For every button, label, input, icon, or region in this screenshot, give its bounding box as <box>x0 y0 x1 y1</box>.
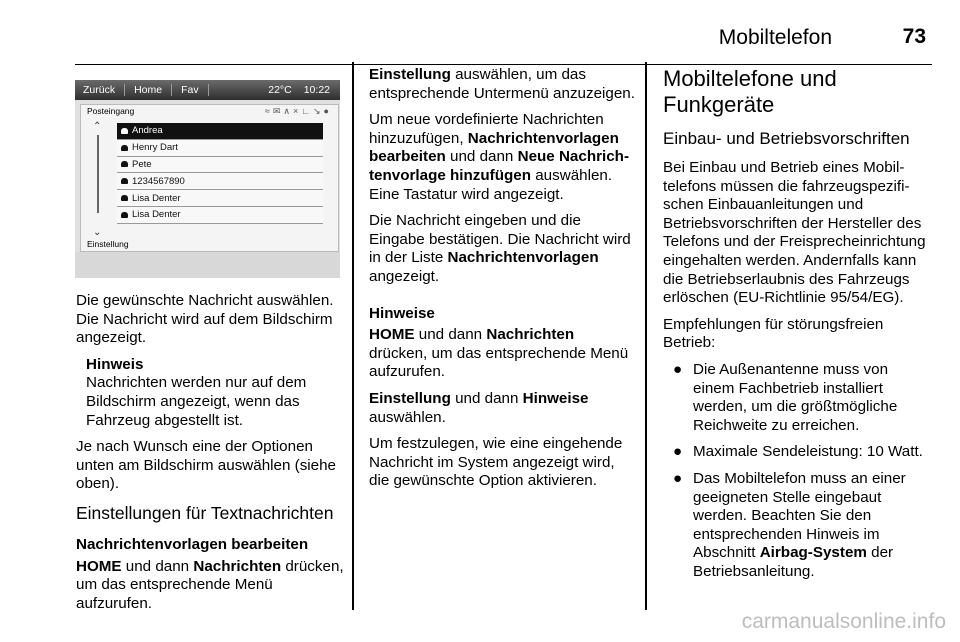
paragraph: Je nach Wunsch eine der Optionen unten am Bildschirm auswählen (siehe oben). <box>76 438 337 493</box>
column-divider-2 <box>645 62 647 610</box>
paragraph: HOME und dann Nachrichten drücken, um das entsprechende Menü aufzurufen. <box>76 557 344 612</box>
contact-row[interactable]: Henry Dart <box>117 140 323 157</box>
screen-bottom-area <box>75 252 340 278</box>
temperature-readout: 22°C <box>268 84 292 96</box>
paragraph: Die gewünschte Nachricht auswählen. Die Nachricht wird auf dem Bildschirm angezeigt. <box>76 292 334 347</box>
column-1 <box>76 292 344 621</box>
running-title: Mobiltelefon <box>718 26 832 49</box>
paragraph: Empfehlungen für störungsfreien Betrieb: <box>663 315 884 352</box>
list-item: ● Die Außenantenne muss von einem Fachbetrieb installiert werden, um die größtmögliche Reichweite zu erreichen. <box>673 360 898 434</box>
topbar-separator <box>124 84 125 96</box>
paragraph: Bei Einbau und Betrieb eines Mobiltelefons müssen die fahrzeugspezifischen Einbauanleitungen und Betriebsvorschriften der Hersteller des Telefons und der Freisprecheinrichtung eingehalten werden. Andernfalls kann die Betriebserlaubnis des Fahrzeugs erlöschen (EU-Richtlinie 95/54/EG). <box>663 159 926 307</box>
contact-icon <box>121 195 128 201</box>
paragraph: Um neue vordefinierte Nachrichten hinzuzufügen, Nachrichtenvorlagen bearbeiten und dann Neue Nachrichtenvorlage hinzufügen auswählen. Eine Tastatur wird angezeigt. <box>369 111 630 203</box>
column-2 <box>369 66 635 499</box>
scroll-track <box>97 135 99 213</box>
section-heading: Einbau- und Betriebsvorschriften <box>663 129 910 148</box>
watermark: carmanualsonline.info <box>741 610 946 633</box>
scroll-down-icon[interactable]: ⌄ <box>93 227 102 238</box>
contact-icon <box>121 212 128 218</box>
page-header <box>75 24 932 65</box>
inbox-label: Posteingang <box>87 106 135 116</box>
column-divider-1 <box>352 62 354 610</box>
contact-row[interactable]: Lisa Denter <box>117 190 323 207</box>
list-item: ● Maximale Sendeleistung: 10 Watt. <box>673 443 923 461</box>
status-icons: ≈✉∧×∟↘● <box>264 106 332 116</box>
scroll-up-icon[interactable]: ⌃ <box>93 121 102 132</box>
topbar-separator <box>208 84 209 96</box>
bullet-icon: ● <box>673 469 683 487</box>
list-item: ● Das Mobiltelefon muss an einer geeigneten Stelle eingebaut werden. Beachten Sie den entsprechenden Hinweis im Abschnitt Airbag-System der Betriebsanleitung. <box>673 469 906 580</box>
subsection-heading: Nachrichtenvorlagen bearbeiten <box>76 535 309 553</box>
section-heading: Einstellungen für Textnachrichten <box>76 502 334 523</box>
bullet-list <box>663 361 929 582</box>
home-button[interactable]: Home <box>134 84 163 96</box>
paragraph: Einstellung und dann Hinweise auswählen. <box>369 389 589 426</box>
contact-row[interactable]: Andrea <box>117 123 323 140</box>
topbar-separator <box>171 84 172 96</box>
bullet-icon: ● <box>673 443 683 461</box>
note-text: Nachrichten werden nur auf dem Bildschirm angezeigt, wenn das Fahrzeug abgestellt ist. <box>86 374 307 429</box>
contact-icon <box>121 161 128 167</box>
page-number: 73 <box>902 25 926 48</box>
screen-topbar <box>75 80 340 100</box>
contact-list <box>117 123 323 224</box>
list-scrollbar[interactable] <box>91 121 105 238</box>
contact-row[interactable]: Lisa Denter <box>117 207 323 224</box>
paragraph: HOME und dann Nachrichten drücken, um das entsprechende Menü aufzurufen. <box>369 326 629 381</box>
inbox-panel <box>80 104 339 252</box>
note-box <box>86 356 344 430</box>
back-button[interactable]: Zurück <box>83 84 116 96</box>
infotainment-screenshot <box>75 80 340 278</box>
contact-icon <box>121 128 128 134</box>
note-heading: Hinweis <box>86 355 144 373</box>
contact-icon <box>121 145 128 151</box>
paragraph: Die Nachricht eingeben und die Eingabe bestätigen. Die Nachricht wird in der Liste Nachrichtenvorlagen angezeigt. <box>369 212 631 285</box>
bullet-icon: ● <box>673 360 683 378</box>
paragraph: Einstellung auswählen, um das entsprechende Untermenü anzuzeigen. <box>369 66 635 102</box>
settings-button[interactable]: Einstellung <box>87 239 129 249</box>
subsection-heading: Hinweise <box>369 304 435 322</box>
clock-readout: 10:22 <box>303 84 330 96</box>
column-3 <box>663 66 929 589</box>
fav-button[interactable]: Fav <box>181 84 199 96</box>
paragraph: Um festzulegen, wie eine eingehende Nachricht im System angezeigt wird, die gewünschte Option aktivieren. <box>369 435 623 490</box>
contact-icon <box>121 178 128 184</box>
chapter-heading: Mobiltelefone und Funkgeräte <box>663 66 837 117</box>
contact-row[interactable]: Pete <box>117 157 323 174</box>
contact-row[interactable]: 1234567890 <box>117 173 323 190</box>
